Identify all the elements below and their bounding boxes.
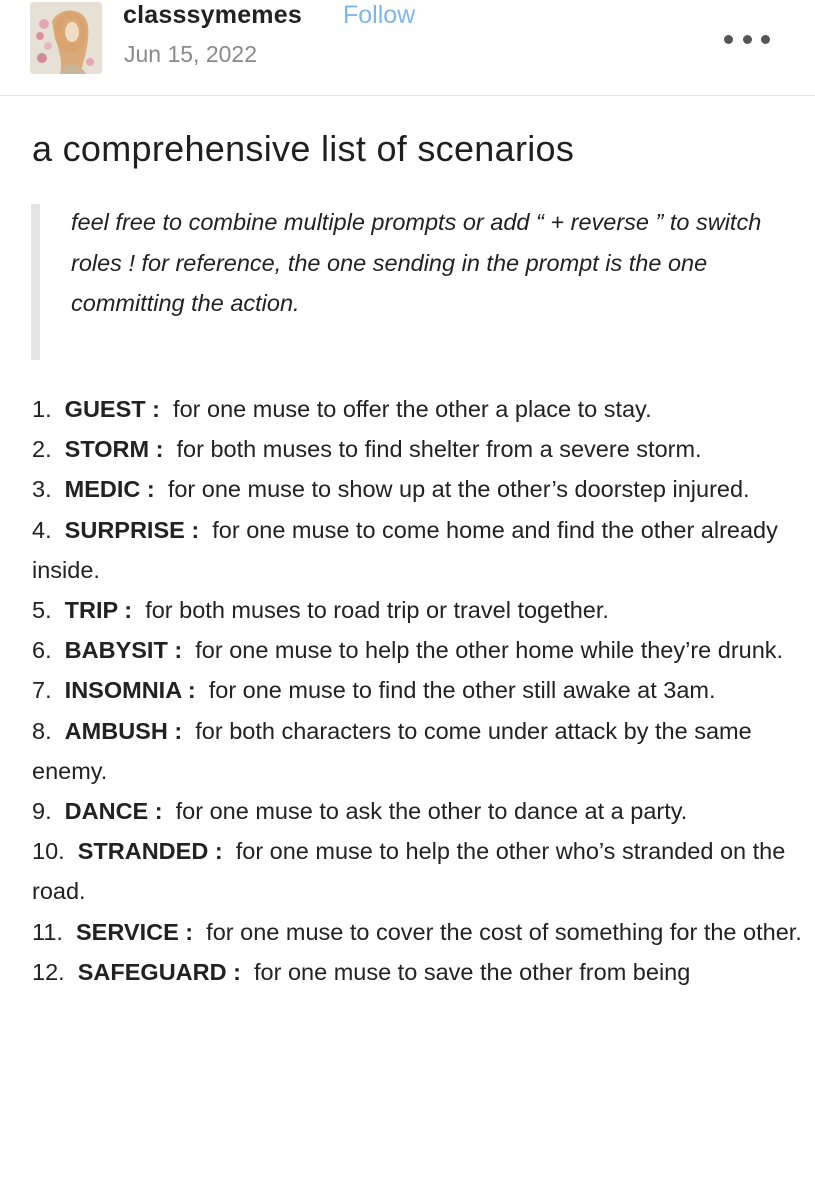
list-item (32, 831, 802, 911)
item-text: for one muse to save the other from being (254, 958, 691, 985)
item-number: 7. (32, 677, 52, 704)
item-number: 4. (32, 516, 52, 543)
item-keyword: DANCE : (64, 798, 163, 825)
item-keyword: MEDIC : (64, 476, 155, 503)
dot (724, 35, 733, 44)
item-keyword: AMBUSH : (64, 717, 183, 744)
avatar[interactable] (30, 2, 102, 74)
post-date: Jun 15, 2022 (124, 41, 258, 67)
item-text: for one muse to show up at the other’s doorstep injured. (167, 476, 750, 503)
item-keyword: STORM : (64, 436, 164, 463)
list-item (32, 389, 802, 429)
list-item (32, 429, 802, 469)
list-item (32, 670, 802, 710)
item-number: 8. (32, 717, 52, 744)
avatar-image (30, 2, 102, 74)
username[interactable]: classsymemes (123, 1, 302, 29)
item-number: 5. (32, 597, 52, 624)
item-number: 6. (32, 637, 52, 664)
item-number: 10. (32, 838, 65, 865)
item-text: for one muse to cover the cost of something for the other. (206, 918, 802, 945)
item-number: 11. (32, 918, 63, 945)
item-text: for one muse to offer the other a place to stay. (173, 396, 652, 422)
item-text: for both characters to come under attack by the same enemy. (32, 717, 752, 784)
list-item (32, 630, 802, 670)
post-title: a comprehensive list of scenarios (32, 128, 575, 169)
scenario-list (32, 389, 802, 992)
blockquote: feel free to combine multiple prompts or add “ + reverse ” to switch roles ! for reference, the one sending in the prompt is the one committing the action. (71, 209, 762, 316)
blockquote-bar (31, 204, 40, 360)
item-text: for one muse to help the other home while they’re drunk. (195, 637, 784, 664)
list-item (32, 590, 802, 630)
item-number: 2. (32, 436, 52, 463)
list-item (32, 469, 802, 509)
list-item (32, 912, 802, 952)
item-number: 1. (32, 396, 52, 422)
follow-button[interactable]: Follow (343, 1, 416, 29)
item-keyword: SAFEGUARD : (77, 958, 241, 985)
item-keyword: BABYSIT : (64, 637, 183, 664)
item-keyword: GUEST : (64, 396, 160, 422)
item-number: 9. (32, 798, 52, 825)
item-text: for one muse to come home and find the other already inside. (32, 516, 778, 583)
item-text: for one muse to help the other who’s stranded on the road. (32, 838, 786, 905)
post-header (0, 0, 815, 96)
list-item (32, 510, 802, 590)
item-number: 12. (32, 958, 65, 985)
list-item (32, 791, 802, 831)
item-keyword: TRIP : (64, 597, 133, 624)
dot (761, 35, 770, 44)
list-item (32, 711, 802, 791)
item-text: for both muses to road trip or travel together. (145, 597, 609, 624)
item-keyword: SURPRISE : (64, 516, 200, 543)
item-text: for one muse to ask the other to dance at a party. (175, 798, 688, 825)
item-text: for one muse to find the other still awake at 3am. (208, 677, 716, 704)
item-text: for both muses to find shelter from a severe storm. (176, 436, 702, 463)
item-keyword: SERVICE : (76, 918, 194, 945)
item-keyword: STRANDED : (77, 838, 223, 865)
item-number: 3. (32, 476, 52, 503)
more-horizontal-icon[interactable] (724, 28, 770, 50)
dot (743, 35, 752, 44)
item-keyword: INSOMNIA : (64, 677, 196, 704)
list-item (32, 952, 802, 992)
